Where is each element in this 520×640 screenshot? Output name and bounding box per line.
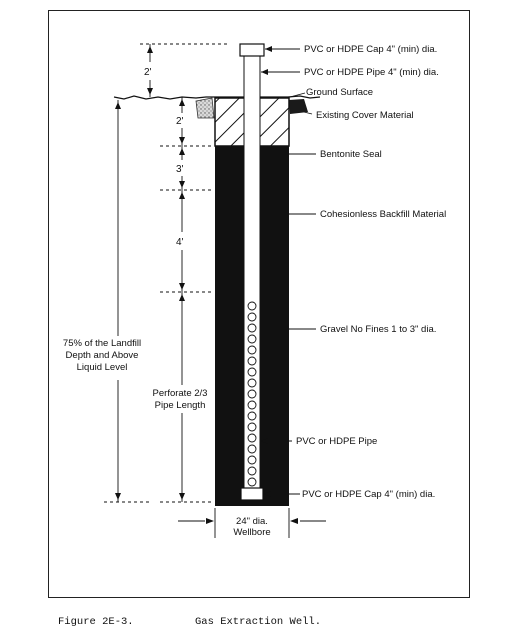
bottom-cap — [241, 488, 263, 500]
perforation-hole — [248, 423, 256, 431]
perforation-hole — [248, 313, 256, 321]
label-top-cap: PVC or HDPE Cap 4" (min) dia. — [304, 44, 438, 55]
dim-cover-depth: 2' — [176, 116, 184, 127]
label-cohesionless-backfill: Cohesionless Backfill Material — [320, 209, 447, 220]
dim-wellbore-line-2: Wellbore — [233, 527, 271, 538]
dim-wellbore-line-1: 24" dia. — [236, 516, 268, 527]
perforation-hole — [248, 456, 256, 464]
caption-title: Gas Extraction Well. — [195, 616, 322, 628]
perforation-hole — [248, 478, 256, 486]
label-top-pipe: PVC or HDPE Pipe 4" (min) dia. — [304, 67, 439, 78]
perforation-hole — [248, 302, 256, 310]
dim-backfill-depth: 4' — [176, 237, 184, 248]
label-gravel: Gravel No Fines 1 to 3" dia. — [320, 324, 437, 335]
perforation-hole — [248, 335, 256, 343]
perforation-hole — [248, 357, 256, 365]
perforation-hole — [248, 445, 256, 453]
perforation-hole — [248, 434, 256, 442]
perforation-hole — [248, 390, 256, 398]
top-cap — [240, 44, 264, 56]
perforation-hole — [248, 412, 256, 420]
perforation-hole — [248, 324, 256, 332]
dim-landfill-line-3: Liquid Level — [76, 362, 128, 373]
label-bentonite-seal: Bentonite Seal — [320, 149, 382, 160]
label-pvc-pipe: PVC or HDPE Pipe — [296, 436, 378, 447]
perforation-hole — [248, 379, 256, 387]
perforation-hole — [248, 401, 256, 409]
label-existing-cover: Existing Cover Material — [316, 110, 414, 121]
cover-material-right — [289, 99, 308, 114]
label-ground-surface: Ground Surface — [306, 87, 374, 98]
dim-perforate-line-1: Perforate 2/3 — [152, 388, 208, 399]
caption-number: Figure 2E-3. — [58, 616, 134, 628]
label-bottom-cap: PVC or HDPE Cap 4" (min) dia. — [302, 489, 436, 500]
perforation-hole — [248, 467, 256, 475]
figure-caption — [58, 616, 498, 632]
perforation-hole — [248, 346, 256, 354]
dim-seal-depth: 3' — [176, 164, 184, 175]
perforation-hole — [248, 368, 256, 376]
dim-landfill-line-2: Depth and Above — [65, 350, 139, 361]
dim-above-ground: 2' — [144, 67, 152, 78]
pipe-perforations — [248, 302, 256, 486]
dim-perforate-line-2: Pipe Length — [154, 400, 206, 411]
cover-material-left — [196, 98, 214, 118]
dim-landfill-line-1: 75% of the Landfill — [62, 338, 142, 349]
